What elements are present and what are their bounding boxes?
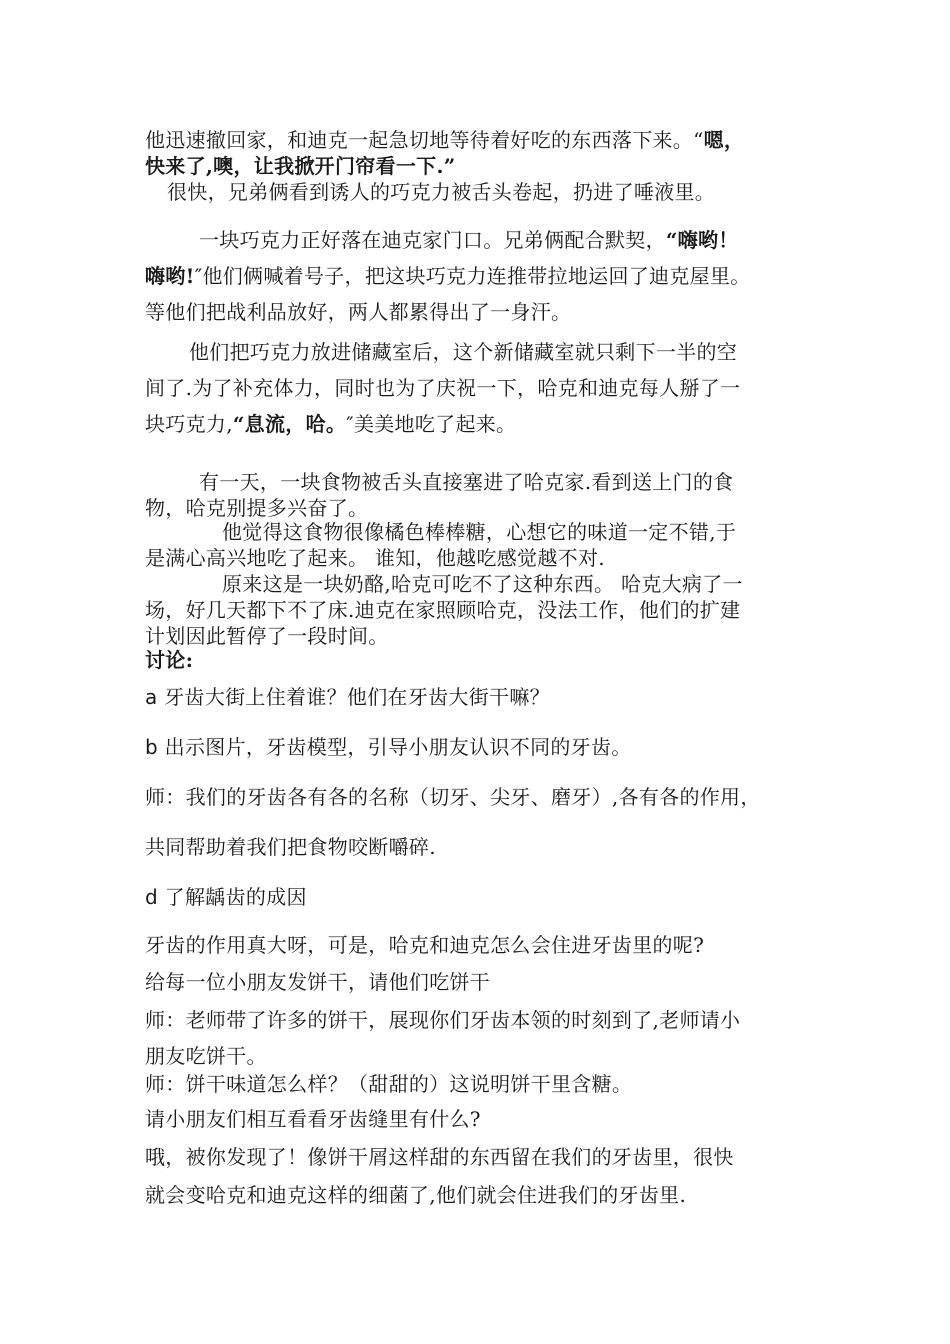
item-text: 牙齿大街上住着谁？他们在牙齿大街干嘛？: [164, 685, 550, 709]
story-text: 一块巧克力正好落在迪克家门口。兄弟俩配合默契，: [199, 228, 666, 252]
discussion-item-b: [145, 731, 632, 760]
discussion-item-d: [145, 881, 307, 910]
discussion-heading: 讨论:: [145, 648, 194, 672]
item-letter: b: [145, 735, 158, 759]
story-line: 等他们把战利品放好，两人都累得出了一身汗。: [145, 300, 572, 324]
closing-line: 就会变哈克和迪克这样的细菌了,他们就会住进我们的牙齿里.: [145, 1183, 687, 1207]
question-line: 请小朋友们相互看看牙齿缝里有什么?: [145, 1107, 481, 1131]
item-text: 出示图片，牙齿模型，引导小朋友认识不同的牙齿。: [164, 735, 632, 759]
story-text: ″他们俩喊着号子，把这块巧克力连推带拉地运回了迪克屋里。: [194, 264, 751, 288]
story-line: 他们把巧克力放进储藏室后，这个新储藏室就只剩下一半的空: [189, 340, 738, 364]
story-line: 很快，兄弟俩看到诱人的巧克力被舌头卷起，扔进了唾液里。: [167, 180, 716, 204]
story-line: 间了.为了补充体力，同时也为了庆祝一下，哈克和迪克每人掰了一: [145, 376, 741, 400]
item-text: 了解龋齿的成因: [164, 885, 307, 909]
bold-dialogue-line: 快来了,噢，让我掀开门帘看一下.”: [145, 154, 456, 178]
item-letter: a: [145, 685, 158, 709]
story-line: [145, 124, 744, 153]
story-line: [199, 224, 739, 253]
story-line: 原来这是一块奶酪,哈克可吃不了这种东西。 哈克大病了一: [222, 572, 743, 596]
closing-line: 哦，被你发现了！像饼干屑这样甜的东西留在我们的牙齿里，很快: [145, 1145, 734, 1169]
story-line: 他觉得这食物很像橘色棒棒糖，心想它的味道一定不错,于: [222, 520, 737, 544]
teacher-line: 师：饼干味道怎么样？（甜甜的）这说明饼干里含糖。: [145, 1072, 633, 1096]
teacher-line: 师：我们的牙齿各有各的名称（切牙、尖牙、磨牙）,各有各的作用，: [145, 785, 761, 809]
story-text: 他迅速撤回家，和迪克一起急切地等待着好吃的东西落下来。“: [145, 128, 704, 152]
story-line: 场，好几天都下不了床.迪克在家照顾哈克，没法工作，他们的扩建: [145, 598, 741, 622]
story-line: [145, 408, 516, 437]
story-text: 块巧克力,: [145, 412, 233, 436]
instruction-line: 给每一位小朋友发饼干，请他们吃饼干: [145, 970, 491, 994]
teacher-line: 朋友吃饼干。: [145, 1044, 267, 1068]
teacher-line: 共同帮助着我们把食物咬断嚼碎.: [145, 835, 436, 859]
story-line: 是满心高兴地吃了起来。 谁知，他越吃感觉越不对.: [145, 546, 605, 570]
bold-dialogue: “嗨哟！: [665, 228, 739, 252]
item-letter: d: [145, 885, 158, 909]
discussion-item-a: [145, 681, 550, 710]
story-line: [145, 260, 751, 289]
teacher-line: 师：老师带了许多的饼干，展现你们牙齿本领的时刻到了,老师请小: [145, 1008, 741, 1032]
question-line: 牙齿的作用真大呀，可是，哈克和迪克怎么会住进牙齿里的呢?: [145, 933, 705, 957]
bold-dialogue: 嗯，: [703, 128, 745, 152]
story-line: 物，哈克别提多兴奋了。: [145, 496, 369, 520]
bold-dialogue: “息流，哈。: [232, 412, 347, 436]
story-line: 计划因此暂停了一段时间。: [145, 624, 389, 648]
bold-dialogue: 嗨哟!: [145, 264, 195, 288]
story-text: ″美美地吃了起来。: [346, 412, 517, 436]
story-line: 有一天，一块食物被舌头直接塞进了哈克家.看到送上门的食: [199, 470, 734, 494]
